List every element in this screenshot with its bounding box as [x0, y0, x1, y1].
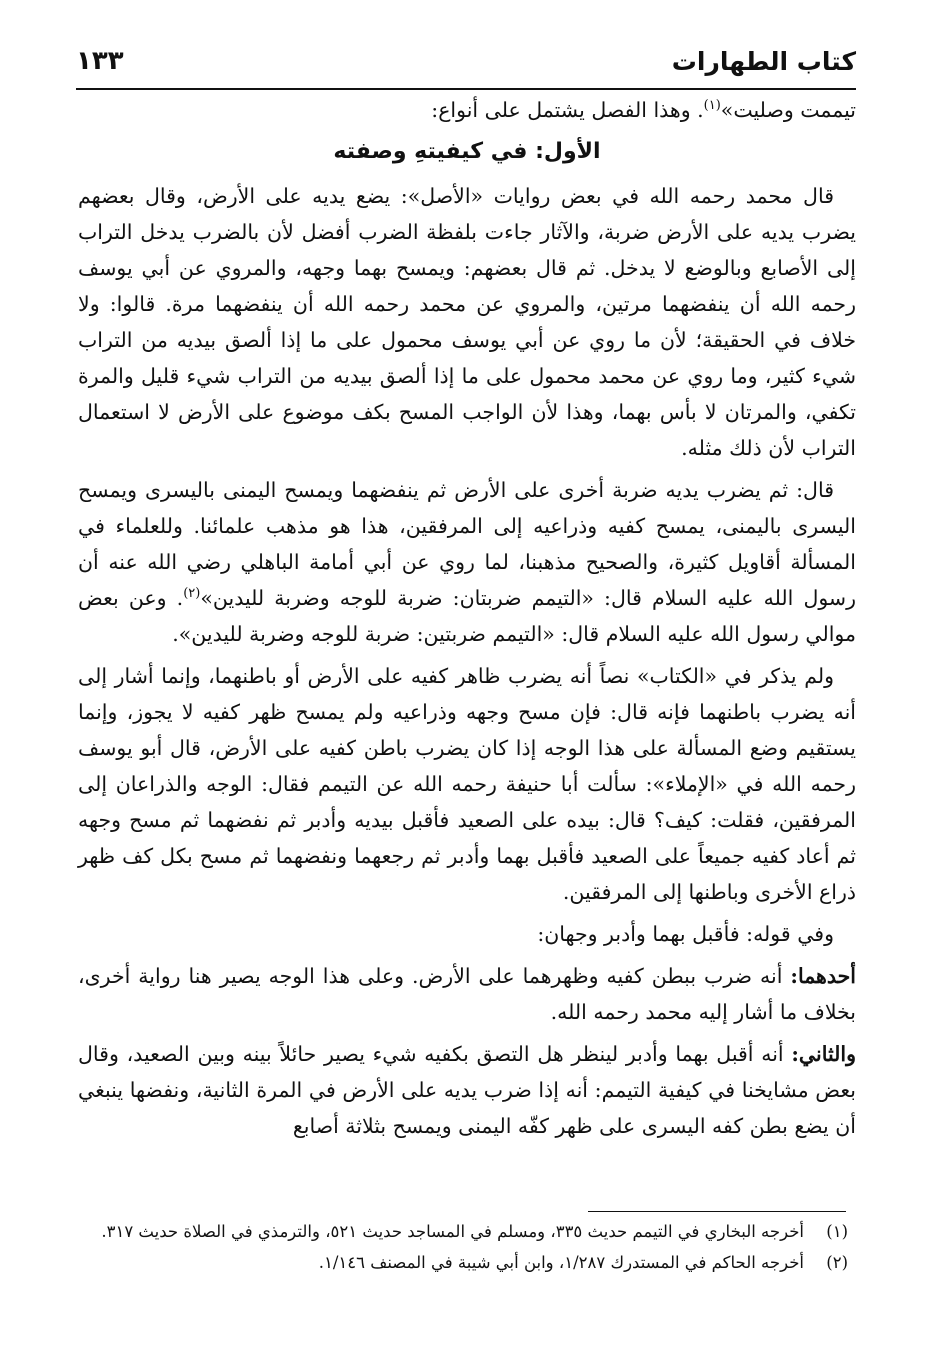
page-header — [76, 38, 856, 84]
paragraph-2: قال: ثم يضرب يديه ضربة أخرى على الأرض ثم ينفضهما ويمسح اليمنى باليسرى ويمسح اليسرى باليمنى، يمسح كفيه وذراعيه إلى المرفقين، هذا هو مذهب علمائنا. وللعلماء في المسألة أقاويل كثيرة، والصحيح مذهبنا، لما روي عن أبي أمامة الباهلي رضي الله عنه أن رسول الله عليه السلام قال: «التيمم ضربتان: ضربة للوجه وضربة لليدين»$^{(٢)}$. وعن بعض موالي رسول الله عليه السلام قال: «التيمم ضربتين: ضربة للوجه وضربة لليدين». — [78, 478, 857, 646]
footnote-mark: (١) — [826, 1222, 848, 1241]
paragraph-4: وفي قوله: فأقبل بهما وأدبر وجهان: — [537, 922, 834, 946]
page-number: ١٣٣ — [76, 46, 124, 76]
section-heading: الأول: في كيفيتهِ وصفته — [333, 139, 601, 164]
footnote-rule — [588, 1211, 846, 1212]
header-rule — [76, 88, 856, 90]
footnote-text: أخرجه البخاري في التيمم حديث ٣٣٥، ومسلم في المساجد حديث ٥٢١، والترمذي في الصلاة حديث ٣١٧. — [101, 1222, 804, 1241]
lead-term: والثاني: — [791, 1042, 856, 1066]
running-title: كتاب الطهارات — [671, 46, 856, 76]
footnote-1 — [80, 1218, 848, 1245]
lead-term: أحدهما: — [790, 964, 856, 988]
footnote-2 — [80, 1249, 848, 1276]
footnote-ref-2[interactable]: (٢) — [183, 586, 201, 602]
footnote-text: أخرجه الحاكم في المستدرك ١/٢٨٧، وابن أبي شيبة في المصنف ١/١٤٦. — [318, 1253, 804, 1272]
main-text — [78, 92, 856, 1150]
footnote-mark: (٢) — [826, 1253, 848, 1272]
paragraph-6: والثاني: أنه أقبل بهما وأدبر لينظر هل التصق بكفيه شيء يصير حائلاً بينه وبين الصعيد، وقال بعض مشايخنا في كيفية التيمم: أنه إذا ضرب يديه على الأرض في المرة الثانية، ونفضها ينبغي أن يضع بطن كفه اليسرى على ظهر كفّه اليمنى ويمسح بثلاثة أصابع — [78, 1042, 856, 1138]
intro-line: تيممت وصليت»$^{(١)}$. وهذا الفصل يشتمل على أنواع: — [431, 98, 856, 122]
paragraph-1: قال محمد رحمه الله في بعض روايات «الأصل»: يضع يديه على الأرض، وقال بعضهم يضرب يديه على الأرض ضربة، والآثار جاءت بلفظة الضرب أفضل لأن بالضرب يدخل التراب إلى الأصابع وبالوضع لا يدخل. ثم قال بعضهم: ويمسح بهما وجهه، والمروي عن أبي يوسف رحمه الله أن ينفضهما مرتين، والمروي عن محمد رحمه الله أن ينفضهما مرة. قالوا: ولا خلاف في الحقيقة؛ لأن ما روي عن أبي يوسف محمول على ما إذا ألصق بيديه من التراب شيء كثير، وما روي عن محمد محمول على ما إذا ألصق بيديه من التراب شيء قليل والمرة تكفي، والمرتان لا بأس بهما، وهذا لأن الواجب المسح بكف موضوع على الأرض لا استعمال التراب لأن ذلك مثله. — [78, 184, 856, 460]
footnotes — [80, 1218, 848, 1280]
footnote-ref-1[interactable]: (١) — [703, 98, 721, 114]
paragraph-5: أحدهما: أنه ضرب ببطن كفيه وظهرهما على الأرض. وعلى هذا الوجه يصير هنا رواية أخرى، بخلاف ما أشار إليه محمد رحمه الله. — [78, 964, 856, 1024]
paragraph-3: ولم يذكر في «الكتاب» نصاً أنه يضرب ظاهر كفيه على الأرض أو باطنهما، وإنما أشار إلى أنه يضرب باطنهما فإنه قال: فإن مسح وجهه وذراعيه ولم يمسح ظهر كفيه لا يجوز، وإنما يستقيم وضع المسألة على هذا الوجه إذا كان يضرب باطن كفيه على الأرض، قال أبو يوسف رحمه الله في «الإملاء»: سألت أبا حنيفة رحمه الله عن التيمم فقال: الوجه والذراعان إلى المرفقين، فقلت: كيف؟ قال: بيده على الصعيد فأقبل بيديه وأدبر ثم نفضهما ثم مسح وجهه ثم أعاد كفيه جميعاً على الصعيد فأقبل بهما وأدبر ثم رجعهما ونفضهما ثم مسح بكل كف ظهر ذراع الأخرى وباطنها إلى المرفقين. — [78, 664, 856, 904]
